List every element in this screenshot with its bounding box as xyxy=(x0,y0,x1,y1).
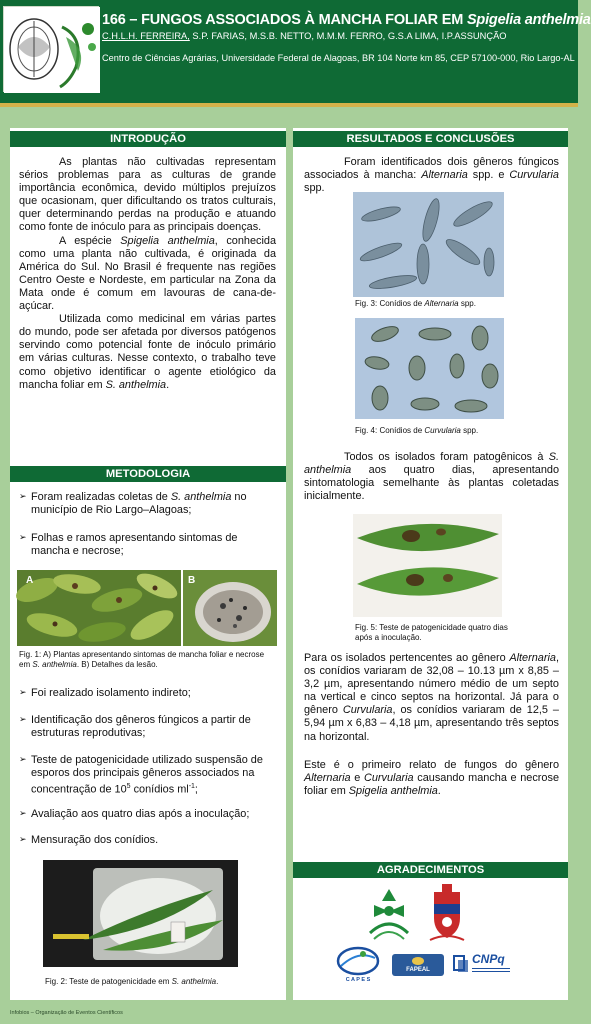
resultados-paragraph-4: Este é o primeiro relato de fungos do gênero Alternaria e Curvularia causando mancha e necrose foliar em Spigelia anthelmia. xyxy=(304,759,559,798)
resultados-heading: RESULTADOS E CONCLUSÕES xyxy=(293,131,568,147)
method-bullet-2: ➢ Folhas e ramos apresentando sintomas de mancha e necrose; xyxy=(19,532,276,558)
fig4-curvularia-micrograph xyxy=(355,318,504,419)
resultados-paragraph-2: Todos os isolados foram patogênicos à S. anthelmia aos quatro dias, apresentando sintomatologia semelhante às plantas coletadas inicialmente. xyxy=(304,451,559,503)
co-authors: S.P. FARIAS, M.S.B. NETTO, M.M.M. FERRO, G.S.A LIMA, I.P.ASSUNÇÃO xyxy=(189,31,507,41)
capes-logo-text: C A P E S xyxy=(345,977,371,983)
cnpq-logo xyxy=(452,950,512,980)
footer-credit: Infobios – Organização de Eventos Científicos xyxy=(10,1010,123,1016)
introducao-paragraph-1: As plantas não cultivadas representam sérios problemas para as culturas de grande importância econômica, devido múltiplos prejuízos que ocasionam, quer dificultando os tratos culturais, quer determinando perdas na produção e atuando como fonte de inóculo para as principais doenças. xyxy=(19,156,276,234)
method-bullet-6: ➢ Avaliação aos quatro dias após a inoculação; xyxy=(19,808,276,821)
poster-title-species: Spigelia anthelmia xyxy=(466,12,591,28)
method-bullet-5: ➢ Teste de patogenicidade utilizado suspensão de esporos dos principais gêneros associados na concentração de $10^5$ conídios $ml^{-1}$; xyxy=(19,754,276,797)
resultados-paragraph-3: Para os isolados pertencentes ao gênero Alternaria, os conídios variaram de 32,08 – 10.13 µm x 8,85 – 3,2 µm, apresentando número médio de um septo na vertical e cinco septos na horizontal. Já para o gênero Curvularia, os conídios variaram de 12,5 – 5,94 µm x 6,83 – 4,18 µm, apresentando três septos na horizontal. xyxy=(304,652,559,743)
fig1-caption: Fig. 1: A) Plantas apresentando sintomas de mancha foliar e necrose em S. anthelmia. B) Detalhes da lesão. xyxy=(19,650,265,669)
poster-title xyxy=(102,12,591,28)
introducao-heading: INTRODUÇÃO xyxy=(10,131,286,147)
introducao-paragraph-3: Utilizada como medicinal em várias partes do mundo, pode ser afetada por diversos patógenos servindo como potencial fonte de inóculo primário em várias culturas. Nesse contexto, o trabalho teve como objetivo identificar o agente etiológico da mancha foliar em S. anthelmia. xyxy=(19,313,276,391)
method-bullet-7: ➢ Mensuração dos conídios. xyxy=(19,834,276,847)
fig5-leaves-photo xyxy=(353,514,502,617)
fig4-caption: Fig. 4: Conídios de Curvularia spp. xyxy=(355,426,479,435)
fapeal-logo-text: FAPEAL xyxy=(406,967,430,973)
method-bullet-4: ➢ Identificação dos gêneros fúngicos a partir de estruturas reprodutivas; xyxy=(19,714,276,740)
poster-title-text: 166 – FUNGOS ASSOCIADOS À MANCHA FOLIAR EM xyxy=(102,12,467,28)
fig1b-lesion-photo xyxy=(183,570,277,646)
ufal-crest-logo xyxy=(428,882,466,944)
agradecimentos-heading: AGRADECIMENTOS xyxy=(293,862,568,878)
fig1-label-a: A xyxy=(26,575,34,586)
poster-header xyxy=(0,0,591,106)
introducao-text xyxy=(19,156,276,392)
fapeal-logo xyxy=(392,954,444,976)
capes-logo xyxy=(333,944,383,986)
introducao-paragraph-2: A espécie Spigelia anthelmia, conhecida como uma planta não cultivada, é originada da América do Sul. No Brasil é frequente nas regiões Centro Oeste e Nordeste, em particular na Zona da Mata onde é comum em lavouras de cana-de-açúcar. xyxy=(19,234,277,313)
affiliation: Centro de Ciências Agrárias, Universidade Federal de Alagoas, BR 104 Norte km 85, CEP 57100-000, Rio Largo-AL xyxy=(102,53,575,63)
fig5-caption: Fig. 5: Teste de patogenicidade quatro dias após a inoculação. xyxy=(355,623,508,642)
method-bullet-1: ➢ Foram realizadas coletas de S. anthelmia no município de Rio Largo–Alagoas; xyxy=(19,491,276,517)
cnpq-logo-text: CNPq xyxy=(472,952,505,966)
fig3-caption: Fig. 3: Conídios de Alternaria spp. xyxy=(355,299,476,308)
metodologia-heading: METODOLOGIA xyxy=(10,466,286,482)
fig1-label-b: B xyxy=(188,575,196,586)
header-divider xyxy=(0,103,578,107)
presenting-author: C.H.L.H. FERREIRA, xyxy=(102,31,190,41)
resultados-paragraph-1: Foram identificados dois gêneros fúngicos associados à mancha: Alternaria spp. e Curvularia spp. xyxy=(304,156,559,195)
author-list xyxy=(102,31,507,41)
fig1a-plant-photo xyxy=(17,570,181,646)
fig2-petri-photo xyxy=(43,860,238,967)
cca-logo xyxy=(364,885,414,945)
fig2-caption: Fig. 2: Teste de patogenicidade em S. anthelmia. xyxy=(45,977,219,986)
method-bullet-3: ➢ Foi realizado isolamento indireto; xyxy=(19,687,276,700)
ufal-herbarium-logo xyxy=(3,6,99,92)
fig3-alternaria-micrograph xyxy=(353,192,504,297)
